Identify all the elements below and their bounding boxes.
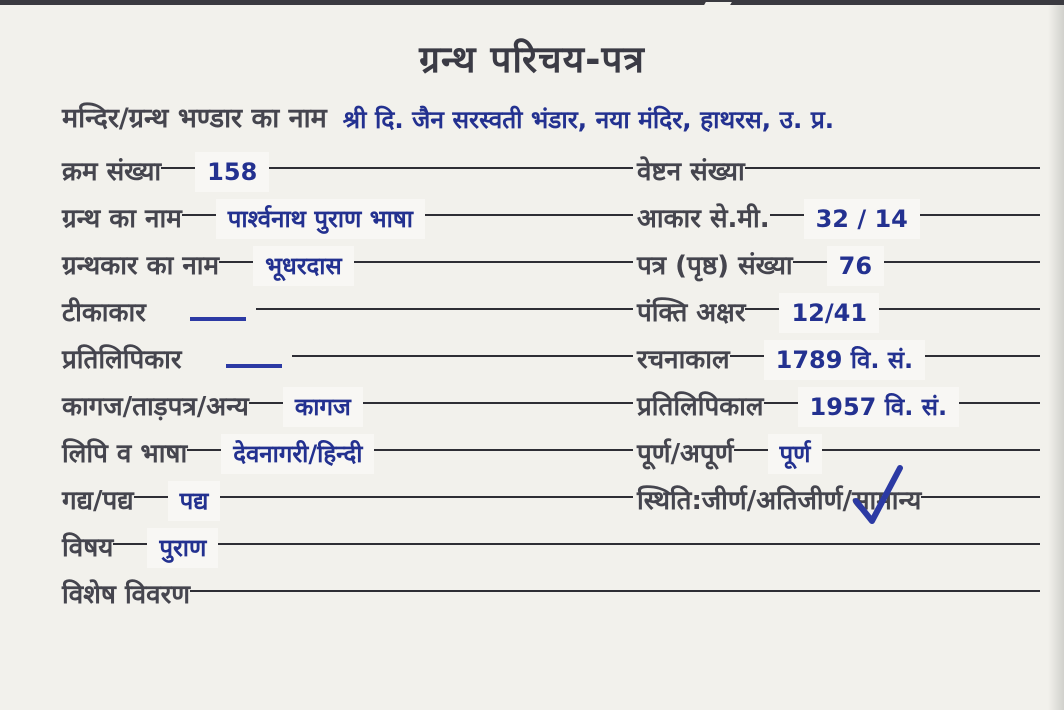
rule-line [607,402,633,404]
author-value: भूधरदास [253,246,354,286]
scan-right-shadow [1048,0,1064,710]
size-value: 32 / 14 [804,199,920,239]
rule-line [770,214,804,216]
bhandar-name-value: श्री दि. जैन सरस्वती भंडार, नया मंदिर, हाथरस, उ. प्र. [342,105,835,134]
rule-line [182,214,216,216]
scan-top-edge [0,0,1064,5]
rule-line [249,402,283,404]
prose-verse-label: गद्य/पद्य [62,486,134,516]
author-label: ग्रन्थकार का नाम [62,251,220,281]
copied-label: प्रतिलिपिकाल [637,392,764,422]
rule-line [425,214,607,216]
bundle-label: वेष्टन संख्या [637,157,745,187]
row-subject [62,528,1040,575]
rule-line [607,167,633,169]
rule-line [925,355,1040,357]
subject-label: विषय [62,533,114,563]
rule-line [269,167,607,169]
rule-line [959,402,1040,404]
lines-chars-value: 12/41 [779,293,879,333]
rule-line [607,214,633,216]
rule-line [219,261,253,263]
rule-line [607,496,633,498]
lines-chars-label: पंक्ति अक्षर [637,298,746,328]
rule-line [793,261,827,263]
rule-line [822,449,1040,451]
script-lang-value: देवनागरी/हिन्दी [221,434,374,474]
rule-line [607,261,633,263]
material-label: कागज/ताड़पत्र/अन्य [62,392,249,422]
row-scribe-composed [62,340,1040,387]
condition-selected-option [852,481,921,521]
rule-line [607,355,633,357]
check-mark-icon [850,463,908,529]
row-proseverse-condition [62,481,1040,528]
rule-line [730,355,764,357]
rule-line [190,590,1040,592]
rule-line [879,308,1040,310]
rule-line [920,214,1040,216]
serial-label: क्रम संख्या [62,157,162,187]
empty-value-dash [190,317,246,321]
rule-line [884,261,1040,263]
granth-name-label: ग्रन्थ का नाम [62,204,182,234]
rule-line [607,449,633,451]
rule-line [374,449,607,451]
pages-label: पत्र (पृष्ठ) संख्या [637,251,793,281]
rule-line [363,402,607,404]
rule-line [256,308,607,310]
prose-verse-value: पद्य [168,481,221,521]
composed-label: रचनाकाल [637,345,730,375]
script-lang-label: लिपि व भाषा [62,439,188,469]
page-title: ग्रन्थ परिचय-पत्र [419,38,645,81]
pages-value: 76 [827,246,884,286]
rule-line [161,167,195,169]
granth-name-value: पार्श्वनाथ पुराण भाषा [216,199,425,239]
rule-line [113,543,147,545]
rule-line [134,496,168,498]
size-label: आकार से.मी. [637,204,770,234]
rule-line [921,496,1040,498]
rule-line [607,308,633,310]
bhandar-name-label: मन्दिर/ग्रन्थ भण्डार का नाम [62,103,327,134]
row-special-details [62,575,1040,622]
row-serial-bundle [62,152,1040,199]
row-author-pages [62,246,1040,293]
complete-value: पूर्ण [768,434,823,474]
composed-value: 1789 वि. सं. [764,340,926,380]
copied-value: 1957 वि. सं. [798,387,960,427]
bhandar-name-row [62,98,1048,142]
row-name-size [62,199,1040,246]
rule-line [354,261,607,263]
rule-line [187,449,221,451]
row-commentator-lines [62,293,1040,340]
serial-value: 158 [195,152,269,192]
rule-line [220,496,607,498]
commentator-label: टीकाकार [62,298,146,328]
rule-line [745,167,1040,169]
rule-line [734,449,768,451]
scribe-label: प्रतिलिपिकार [62,345,182,375]
condition-label: स्थिति:जीर्ण/अतिजीर्ण/ [637,486,852,516]
special-label: विशेष विवरण [62,580,191,610]
rule-line [292,355,607,357]
rule-line [745,308,779,310]
rule-line [764,402,798,404]
complete-label: पूर्ण/अपूर्ण [637,439,734,469]
rule-line [218,543,1040,545]
material-value: कागज [283,387,363,427]
empty-value-dash [226,364,282,368]
form-body [62,152,1040,622]
row-material-copied [62,387,1040,434]
condition-selected-text: सामान्य [851,486,922,516]
subject-value: पुराण [147,528,218,568]
